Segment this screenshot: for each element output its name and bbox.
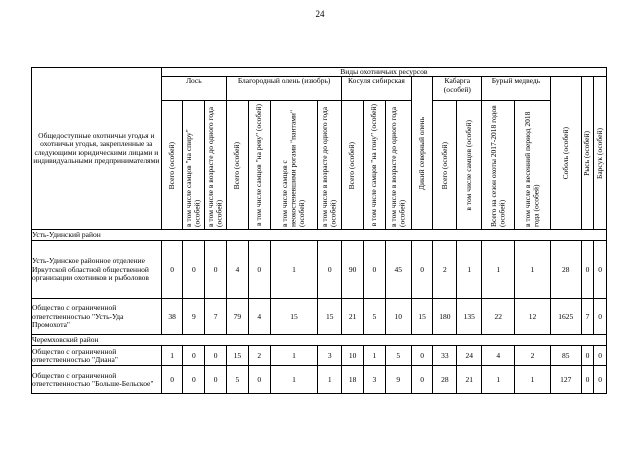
cell: 127: [550, 366, 581, 394]
hunting-resources-table: [31, 67, 607, 394]
cell: 0: [411, 346, 433, 366]
group-musk-deer: Кабарга (особей): [433, 77, 482, 101]
cell: 1: [161, 346, 183, 366]
col-bear-spring: в том числе в весенний период 2018 года (особей): [515, 101, 550, 230]
cell: 1: [482, 366, 515, 394]
cell: 0: [594, 241, 607, 299]
cell: 1: [363, 346, 385, 366]
cell: 24: [457, 346, 482, 366]
col-musk-male: в том числе самцов (особей): [457, 101, 482, 230]
col-deer-young: в том числе в возрасте до одного года (особей): [318, 101, 342, 230]
col-roe-young: в том числе в возрасте до одного года (особей): [385, 101, 411, 230]
cell: 22: [482, 299, 515, 335]
cell: 4: [248, 299, 270, 335]
cell: 33: [433, 346, 457, 366]
cell: 2: [515, 346, 550, 366]
cell: 38: [161, 299, 183, 335]
col-badger: Барсук (особей): [594, 77, 607, 230]
cell: 9: [183, 299, 205, 335]
cell: 0: [183, 346, 205, 366]
cell: 0: [594, 366, 607, 394]
cell: 1: [482, 241, 515, 299]
cell: 135: [457, 299, 482, 335]
cell: 0: [205, 366, 227, 394]
cell: 0: [594, 299, 607, 335]
cell: 15: [227, 346, 249, 366]
cell: 1: [270, 241, 318, 299]
cell: 0: [318, 241, 342, 299]
row-name: Общество с ограниченной ответственностью "Усть-Уда Промохота": [32, 299, 162, 335]
col-musk-total: Всего (особей): [433, 101, 457, 230]
cell: 15: [411, 299, 433, 335]
cell: 0: [363, 241, 385, 299]
col-sable: Соболь (особей): [550, 77, 581, 230]
cell: 180: [433, 299, 457, 335]
row-name: Усть-Удинское районное отделение Иркутской областной общественной организации охотников и рыболовов: [32, 241, 162, 299]
page-number: 24: [315, 9, 325, 19]
cell: 21: [342, 299, 364, 335]
cell: 0: [581, 346, 593, 366]
cell: 3: [363, 366, 385, 394]
cell: 0: [411, 366, 433, 394]
col-deer-male: в том числе самцов "на реву" (особей): [248, 101, 270, 230]
cell: 5: [385, 346, 411, 366]
cell: 79: [227, 299, 249, 335]
col-deer-total: Всего (особей): [227, 101, 249, 230]
cell: 18: [342, 366, 364, 394]
cell: 1625: [550, 299, 581, 335]
cell: 0: [581, 241, 593, 299]
cell: 1: [270, 366, 318, 394]
cell: 0: [183, 366, 205, 394]
col-roe-male: в том числе самцов "на гону" (особей): [363, 101, 385, 230]
row-name: Общество с ограниченной ответственностью "Диана": [32, 346, 162, 366]
cell: 10: [385, 299, 411, 335]
cell: 7: [205, 299, 227, 335]
table-row: [32, 299, 607, 335]
col-lynx: Рысь (особей): [581, 77, 593, 230]
col-moose-male: в том числе самцов "на спиру" (особей): [183, 101, 205, 230]
cell: 0: [248, 241, 270, 299]
cell: 1: [515, 241, 550, 299]
cell: 90: [342, 241, 364, 299]
cell: 0: [248, 366, 270, 394]
cell: 10: [342, 346, 364, 366]
cell: 85: [550, 346, 581, 366]
cell: 9: [385, 366, 411, 394]
cell: 0: [183, 241, 205, 299]
col-moose-young: в том числе в возрасте до одного года (особей): [205, 101, 227, 230]
table-row: [32, 241, 607, 299]
cell: 3: [318, 346, 342, 366]
col-reindeer: Дикий северный олень: [411, 77, 433, 230]
cell: 1: [515, 366, 550, 394]
cell: 45: [385, 241, 411, 299]
table-row: [32, 366, 607, 394]
cell: 5: [227, 366, 249, 394]
group-moose: Лось: [161, 77, 226, 101]
cell: 1: [457, 241, 482, 299]
cell: 2: [433, 241, 457, 299]
col-roe-total: Всего (особей): [342, 101, 364, 230]
cell: 0: [161, 366, 183, 394]
corner-label: Общедоступные охотничьи угодья и охотничьи угодья, закрепленные за следующими юридическими лицами и индивидуальными предпринимателями: [32, 68, 162, 230]
cell: 28: [433, 366, 457, 394]
cell: 4: [482, 346, 515, 366]
cell: 5: [363, 299, 385, 335]
cell: 15: [270, 299, 318, 335]
cell: 0: [161, 241, 183, 299]
col-bear-season: Всего на сезон охоты 2017-2018 годов (особей): [482, 101, 515, 230]
cell: 15: [318, 299, 342, 335]
row-name: Общество с ограниченной ответственностью "Больше-Бельское": [32, 366, 162, 394]
group-bear: Бурый медведь: [482, 77, 550, 101]
cell: 0: [205, 346, 227, 366]
district-row: [32, 335, 607, 346]
district-name: Усть-Удинский район: [32, 230, 162, 241]
cell: 0: [594, 346, 607, 366]
cell: 1: [318, 366, 342, 394]
table-row: [32, 346, 607, 366]
cell: 0: [581, 366, 593, 394]
cell: 1: [270, 346, 318, 366]
district-row: [32, 230, 607, 241]
cell: 2: [248, 346, 270, 366]
group-roe: Косуля сибирская: [342, 77, 412, 101]
cell: 4: [227, 241, 249, 299]
cell: 28: [550, 241, 581, 299]
cell: 12: [515, 299, 550, 335]
cell: 0: [205, 241, 227, 299]
cell: 0: [411, 241, 433, 299]
cell: 21: [457, 366, 482, 394]
resources-header: Виды охотничьих ресурсов: [161, 68, 606, 77]
col-deer-male-antlers: в том числе самцов с неокостеневшими рогами "пантами" (особей): [270, 101, 318, 230]
group-red-deer: Благородный олень (изюбрь): [227, 77, 342, 101]
cell: 7: [581, 299, 593, 335]
district-name: Черемховский район: [32, 335, 162, 346]
col-moose-total: Всего (особей): [161, 101, 183, 230]
